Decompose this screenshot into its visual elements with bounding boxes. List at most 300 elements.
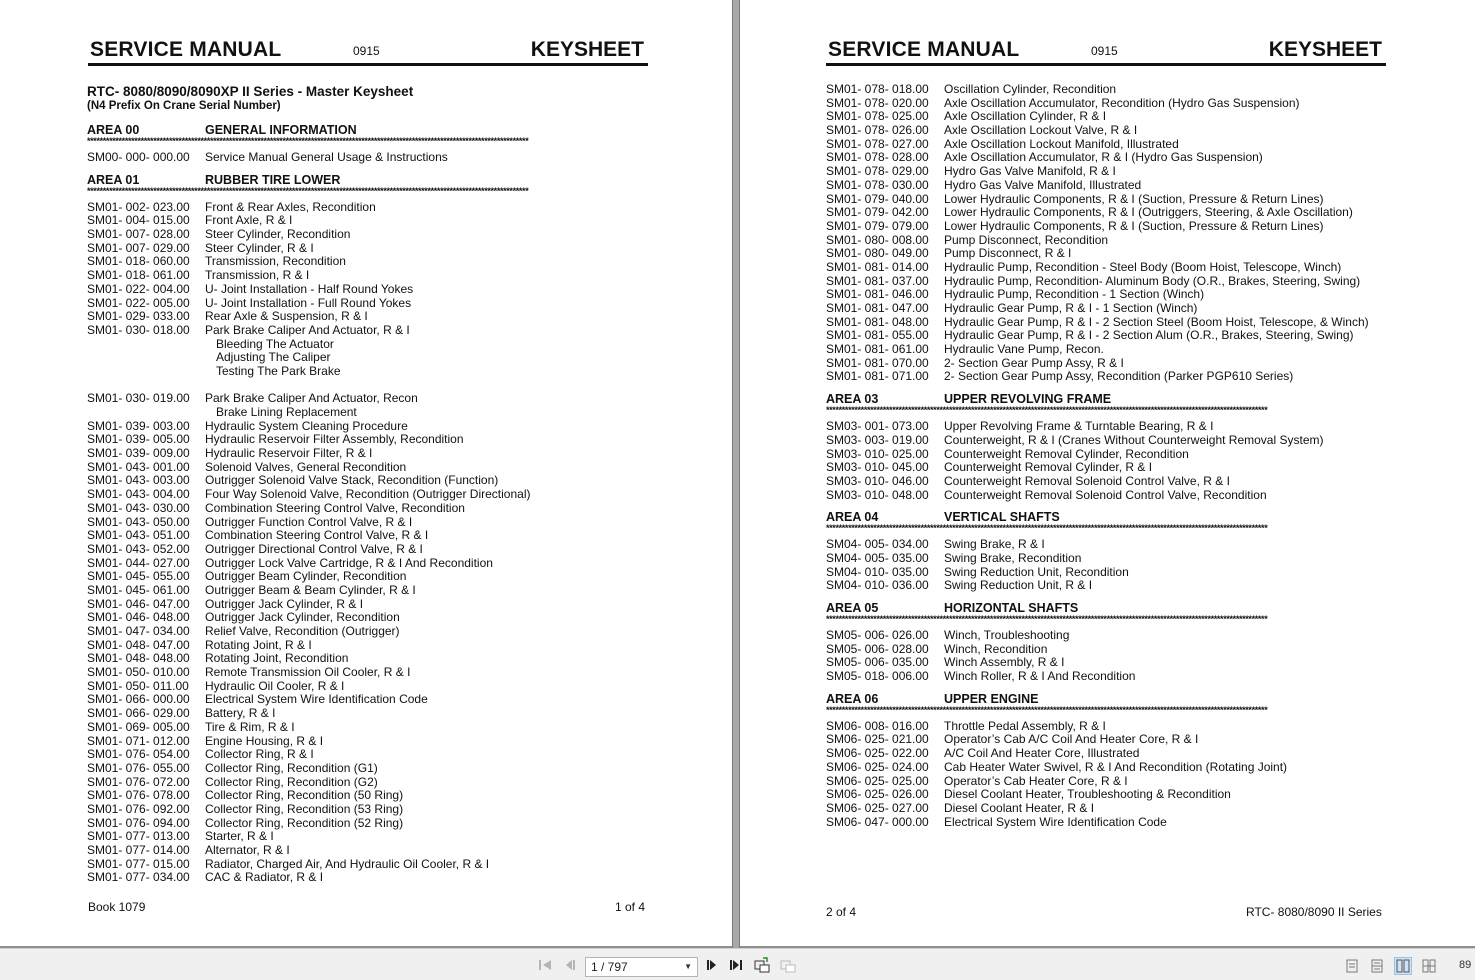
entry-description: Rear Axle & Suspension, R & I xyxy=(205,309,368,324)
entry-description: Electrical System Wire Identification Code xyxy=(944,814,1167,829)
entry-description: Hydraulic Gear Pump, R & I - 2 Section Alum (O.R., Brakes, Steering, Swing) xyxy=(944,328,1354,343)
entry-code: SM01- 066- 000.00 xyxy=(87,692,190,707)
entry-description: Outrigger Directional Control Valve, R & I xyxy=(205,541,423,556)
entry-description: Pump Disconnect, R & I xyxy=(944,246,1072,261)
entry-description: Lower Hydraulic Components, R & I (Outriggers, Steering, & Axle Oscillation) xyxy=(944,205,1353,220)
keysheet-entry xyxy=(826,775,1386,789)
entry-code: SM01- 076- 092.00 xyxy=(87,801,190,816)
entry-description: Swing Reduction Unit, Recondition xyxy=(944,564,1129,579)
area-title: UPPER REVOLVING FRAME xyxy=(944,392,1112,407)
previous-view-button[interactable] xyxy=(754,957,770,973)
entry-code: SM01- 043- 030.00 xyxy=(87,500,190,515)
keysheet-entry xyxy=(826,220,1386,234)
star-divider: ******************************************************************************************************************************************** xyxy=(826,615,1268,624)
entry-description: Front & Rear Axles, Recondition xyxy=(205,199,376,214)
entry-code: SM06- 008- 016.00 xyxy=(826,718,929,733)
keysheet-entry xyxy=(826,788,1386,802)
first-page-button[interactable] xyxy=(537,957,553,973)
keysheet-entry xyxy=(87,502,647,516)
entry-code: SM01- 007- 029.00 xyxy=(87,240,190,255)
area-label: AREA 04 xyxy=(826,510,879,525)
entry-description: Hydraulic Oil Cooler, R & I xyxy=(205,678,345,693)
entry-description: Adjusting The Caliper xyxy=(216,350,331,365)
entry-code: SM06- 025- 021.00 xyxy=(826,732,929,747)
entry-code: SM01- 079- 079.00 xyxy=(826,218,929,233)
keysheet-entry xyxy=(826,329,1386,343)
entry-description: Counterweight Removal Solenoid Control Valve, R & I xyxy=(944,473,1230,488)
chevron-down-icon[interactable]: ▼ xyxy=(684,962,692,971)
entry-description: Operator’s Cab A/C Coil And Heater Core, R & I xyxy=(944,732,1199,747)
keysheet-entry xyxy=(87,639,647,653)
entry-code: SM01- 044- 027.00 xyxy=(87,555,190,570)
entry-code: SM01- 043- 003.00 xyxy=(87,473,190,488)
entry-description: Diesel Coolant Heater, Troubleshooting & Recondition xyxy=(944,787,1231,802)
entry-description: Brake Lining Replacement xyxy=(216,405,357,419)
entry-description: Axle Oscillation Cylinder, R & I xyxy=(944,109,1107,124)
area-entries xyxy=(87,151,647,165)
entry-code: SM04- 005- 034.00 xyxy=(826,537,929,552)
entry-code: SM01- 043- 004.00 xyxy=(87,487,190,502)
entry-code: SM01- 002- 023.00 xyxy=(87,199,190,214)
page-left xyxy=(0,0,732,946)
keysheet-entry xyxy=(87,255,647,269)
keysheet-entry xyxy=(87,789,647,803)
entry-description: Swing Brake, R & I xyxy=(944,537,1045,552)
entry-description: Collector Ring, Recondition (53 Ring) xyxy=(205,801,404,816)
entry-description: Hydro Gas Valve Manifold, R & I xyxy=(944,164,1116,179)
header-code: 0915 xyxy=(1091,44,1118,58)
entry-code: SM01- 018- 060.00 xyxy=(87,254,190,269)
entry-description: Steer Cylinder, R & I xyxy=(205,240,314,255)
entry-description: Outrigger Lock Valve Cartridge, R & I And Recondition xyxy=(205,555,493,570)
star-divider: ******************************************************************************************************************************************** xyxy=(826,406,1268,416)
entry-description: Rotating Joint, R & I xyxy=(205,637,312,652)
entry-code: SM01- 048- 047.00 xyxy=(87,637,190,652)
document-subtitle: (N4 Prefix On Crane Serial Number) xyxy=(87,100,281,112)
keysheet-entry xyxy=(826,656,1386,670)
keysheet-entry xyxy=(87,776,647,790)
entry-description: Counterweight Removal Cylinder, Recondition xyxy=(944,446,1189,461)
entry-description: Combination Steering Control Valve, R & I xyxy=(205,528,429,543)
area-label: AREA 01 xyxy=(87,172,140,187)
keysheet-entry xyxy=(826,343,1386,357)
entry-code: SM04- 010- 036.00 xyxy=(826,578,929,593)
entry-code: SM01- 077- 034.00 xyxy=(87,870,190,885)
keysheet-entry xyxy=(87,228,647,242)
entry-description: Park Brake Caliper And Actuator, Recon xyxy=(205,391,418,406)
zoom-level[interactable]: 89 xyxy=(1459,959,1472,971)
entry-code: SM01- 004- 015.00 xyxy=(87,213,190,228)
document-title: RTC- 8080/8090/8090XP II Series - Master Keysheet xyxy=(87,84,414,99)
entry-code: SM03- 003- 019.00 xyxy=(826,432,929,447)
keysheet-entry xyxy=(87,721,647,735)
entry-code: SM01- 081- 048.00 xyxy=(826,314,929,329)
keysheet-entry xyxy=(87,474,647,488)
keysheet-entry xyxy=(87,762,647,776)
entry-code: SM01- 079- 042.00 xyxy=(826,205,929,220)
entry-code: SM05- 006- 026.00 xyxy=(826,628,929,642)
entry-description: Lower Hydraulic Components, R & I (Suction, Pressure & Return Lines) xyxy=(944,191,1324,206)
keysheet-entry xyxy=(87,447,647,461)
keysheet-entry xyxy=(826,720,1386,734)
entry-description: Starter, R & I xyxy=(205,829,274,844)
entry-description: Axle Oscillation Lockout Manifold, Illustrated xyxy=(944,136,1179,151)
entry-description: Alternator, R & I xyxy=(205,843,290,857)
keysheet-entry xyxy=(87,570,647,584)
keysheet-entry xyxy=(826,434,1386,448)
entry-code: SM01- 071- 012.00 xyxy=(87,733,190,748)
entry-description: Swing Reduction Unit, R & I xyxy=(944,578,1093,593)
entry-description: U- Joint Installation - Half Round Yokes xyxy=(205,281,414,296)
continuous-view-icon xyxy=(1371,959,1383,973)
keysheet-entry xyxy=(826,83,1386,97)
entry-code: SM01- 081- 047.00 xyxy=(826,301,929,315)
entry-code: SM06- 025- 024.00 xyxy=(826,759,929,774)
next-page-button[interactable] xyxy=(704,957,720,973)
entry-code: SM01- 066- 029.00 xyxy=(87,706,190,721)
keysheet-entry xyxy=(826,234,1386,248)
keysheet-entry xyxy=(87,351,647,365)
keysheet-entry xyxy=(87,803,647,817)
keysheet-entry xyxy=(826,288,1386,302)
keysheet-entry xyxy=(87,666,647,680)
entry-description: Remote Transmission Oil Cooler, R & I xyxy=(205,665,411,680)
next-page-icon xyxy=(706,959,718,971)
entry-description: Collector Ring, Recondition (G1) xyxy=(205,760,378,775)
entry-code: SM05- 006- 028.00 xyxy=(826,641,929,656)
entry-description: Hydraulic Pump, Recondition- Aluminum Body (O.R., Brakes, Steering, Swing) xyxy=(944,273,1361,288)
entry-description: Steer Cylinder, Recondition xyxy=(205,227,351,242)
facing-view-button[interactable] xyxy=(1394,957,1412,975)
page-header xyxy=(88,38,648,66)
entry-description: Hydraulic Pump, Recondition - Steel Body (Boom Hoist, Telescope, Winch) xyxy=(944,259,1342,274)
entry-description: Diesel Coolant Heater, R & I xyxy=(944,800,1095,815)
entry-description: 2- Section Gear Pump Assy, Recondition (Parker PGP610 Series) xyxy=(944,369,1294,384)
keysheet-entry xyxy=(87,516,647,530)
entry-code: SM01- 081- 014.00 xyxy=(826,259,929,274)
entry-code: SM03- 001- 073.00 xyxy=(826,419,929,434)
entry-code: SM01- 078- 027.00 xyxy=(826,136,929,151)
previous-view-icon xyxy=(754,957,770,973)
entry-code: SM01- 045- 061.00 xyxy=(87,582,190,597)
area-title: HORIZONTAL SHAFTS xyxy=(944,601,1079,615)
keysheet-entry xyxy=(87,858,647,872)
keysheet-entry xyxy=(87,310,647,324)
page-gutter xyxy=(732,0,740,948)
entry-description: Winch Roller, R & I And Recondition xyxy=(944,669,1136,684)
area-heading xyxy=(826,510,1386,524)
single-page-view-button[interactable] xyxy=(1343,957,1361,975)
keysheet-entry xyxy=(87,652,647,666)
single-page-view-icon xyxy=(1346,959,1358,973)
previous-page-button[interactable] xyxy=(562,957,578,973)
entry-code: SM01- 069- 005.00 xyxy=(87,719,190,734)
keysheet-entry xyxy=(826,747,1386,761)
keysheet-entry xyxy=(826,643,1386,657)
entry-description: Operator’s Cab Heater Core, R & I xyxy=(944,773,1128,788)
keysheet-entry xyxy=(87,338,647,352)
entry-description: Hydraulic Reservoir Filter Assembly, Recondition xyxy=(205,432,464,447)
keysheet-entry xyxy=(87,283,647,297)
keysheet-entry xyxy=(826,552,1386,566)
entry-code: SM01- 030- 018.00 xyxy=(87,322,190,337)
keysheet-entry xyxy=(87,707,647,721)
entry-description: Winch, Troubleshooting xyxy=(944,628,1070,642)
entry-code: SM01- 081- 046.00 xyxy=(826,287,929,302)
entry-code: SM01- 039- 009.00 xyxy=(87,446,190,461)
keysheet-entry xyxy=(87,680,647,694)
keysheet-entry xyxy=(826,357,1386,371)
keysheet-entry xyxy=(826,275,1386,289)
entry-code: SM01- 081- 070.00 xyxy=(826,355,929,370)
entry-code: SM01- 022- 004.00 xyxy=(87,281,190,296)
entry-description: Collector Ring, Recondition (G2) xyxy=(205,774,378,789)
entry-code: SM01- 078- 018.00 xyxy=(826,82,929,96)
entry-description: Cab Heater Water Swivel, R & I And Recondition (Rotating Joint) xyxy=(944,759,1288,774)
entry-code: SM01- 048- 048.00 xyxy=(87,651,190,666)
keysheet-entry xyxy=(87,392,647,406)
header-keysheet: KEYSHEET xyxy=(530,38,644,61)
entry-code: SM05- 018- 006.00 xyxy=(826,669,929,684)
header-service-manual: SERVICE MANUAL xyxy=(828,38,1020,61)
entry-code: SM01- 029- 033.00 xyxy=(87,309,190,324)
star-divider: ******************************************************************************************************************************************** xyxy=(826,705,1268,715)
page-right xyxy=(740,0,1475,946)
entry-description: Winch Assembly, R & I xyxy=(944,655,1065,670)
facing-view-icon xyxy=(1396,959,1410,973)
entry-code: SM01- 045- 055.00 xyxy=(87,569,190,584)
keysheet-entry xyxy=(87,214,647,228)
area-title: RUBBER TIRE LOWER xyxy=(205,172,341,187)
keysheet-entry xyxy=(826,733,1386,747)
entry-description: Four Way Solenoid Valve, Recondition (Outrigger Directional) xyxy=(205,487,531,502)
footer-series: RTC- 8080/8090 II Series xyxy=(1246,905,1382,919)
entry-description: Counterweight, R & I (Cranes Without Counterweight Removal System) xyxy=(944,432,1324,447)
entry-description: Oscillation Cylinder, Recondition xyxy=(944,82,1117,96)
keysheet-entry xyxy=(87,871,647,885)
entry-description: A/C Coil And Heater Core, Illustrated xyxy=(944,746,1140,761)
keysheet-entry xyxy=(87,269,647,283)
entry-code: SM06- 047- 000.00 xyxy=(826,814,929,829)
keysheet-entry xyxy=(826,151,1386,165)
entry-code: SM01- 076- 094.00 xyxy=(87,815,190,830)
entry-description: 2- Section Gear Pump Assy, R & I xyxy=(944,355,1124,370)
entry-description: Hydro Gas Valve Manifold, Illustrated xyxy=(944,177,1142,192)
keysheet-entry xyxy=(87,151,647,165)
entry-description: Counterweight Removal Cylinder, R & I xyxy=(944,460,1153,475)
entry-description: Upper Revolving Frame & Turntable Bearing, R & I xyxy=(944,419,1214,434)
keysheet-entry xyxy=(87,844,647,858)
header-code: 0915 xyxy=(353,44,380,58)
entry-description: Pump Disconnect, Recondition xyxy=(944,232,1109,247)
last-page-icon xyxy=(729,959,743,971)
area-heading xyxy=(826,601,1386,615)
entry-description: Swing Brake, Recondition xyxy=(944,550,1082,565)
keysheet-entry xyxy=(826,448,1386,462)
viewer-toolbar xyxy=(0,948,1475,980)
keysheet-entry xyxy=(826,165,1386,179)
keysheet-entry xyxy=(87,242,647,256)
entry-code: SM01- 076- 054.00 xyxy=(87,747,190,762)
keysheet-entry xyxy=(826,261,1386,275)
entry-code: SM01- 043- 051.00 xyxy=(87,528,190,543)
keysheet-entry xyxy=(87,420,647,434)
entry-code: SM01- 043- 052.00 xyxy=(87,541,190,556)
entry-description: CAC & Radiator, R & I xyxy=(205,870,324,885)
header-service-manual: SERVICE MANUAL xyxy=(90,38,282,61)
area-entries xyxy=(826,720,1386,830)
keysheet-entry xyxy=(826,566,1386,580)
keysheet-entry xyxy=(826,97,1386,111)
entry-description: Hydraulic Reservoir Filter, R & I xyxy=(205,446,373,461)
entry-code: SM03- 010- 045.00 xyxy=(826,460,929,475)
keysheet-entry xyxy=(87,611,647,625)
entry-code: SM03- 010- 025.00 xyxy=(826,446,929,461)
entry-description: Front Axle, R & I xyxy=(205,213,293,228)
keysheet-entry xyxy=(87,433,647,447)
entry-description: Electrical System Wire Identification Code xyxy=(205,692,428,707)
entry-description: Outrigger Jack Cylinder, Recondition xyxy=(205,610,400,625)
star-divider: ******************************************************************************************************************************************** xyxy=(826,524,1268,534)
entry-code: SM01- 078- 030.00 xyxy=(826,177,929,192)
entry-description: Outrigger Jack Cylinder, R & I xyxy=(205,596,364,611)
keysheet-entry xyxy=(87,461,647,475)
keysheet-entry xyxy=(826,179,1386,193)
entry-description: Outrigger Beam & Beam Cylinder, R & I xyxy=(205,582,416,597)
area-entries xyxy=(826,420,1386,502)
entry-code: SM03- 010- 046.00 xyxy=(826,473,929,488)
area-title: VERTICAL SHAFTS xyxy=(944,510,1060,525)
entry-description: Axle Oscillation Accumulator, Recondition (Hydro Gas Suspension) xyxy=(944,95,1300,110)
entry-code: SM01- 018- 061.00 xyxy=(87,268,190,283)
entry-code: SM01- 007- 028.00 xyxy=(87,227,190,242)
entry-code: SM01- 078- 028.00 xyxy=(826,150,929,165)
next-view-icon xyxy=(780,957,796,973)
entry-description: Hydraulic Vane Pump, Recon. xyxy=(944,342,1104,357)
keysheet-entry xyxy=(87,625,647,639)
keysheet-entry xyxy=(826,124,1386,138)
keysheet-entry xyxy=(826,579,1386,593)
entry-code: SM01- 076- 072.00 xyxy=(87,774,190,789)
entry-description: Winch, Recondition xyxy=(944,641,1048,656)
keysheet-entry xyxy=(826,538,1386,552)
keysheet-entry xyxy=(87,584,647,598)
entry-code: SM01- 030- 019.00 xyxy=(87,391,190,406)
entry-description: U- Joint Installation - Full Round Yokes xyxy=(205,295,412,310)
area-label: AREA 03 xyxy=(826,392,879,407)
previous-page-icon xyxy=(564,959,576,971)
entry-code: SM01- 050- 010.00 xyxy=(87,665,190,680)
entry-description: Axle Oscillation Accumulator, R & I (Hydro Gas Suspension) xyxy=(944,150,1263,165)
footer-book: Book 1079 xyxy=(88,900,146,914)
keysheet-entry xyxy=(826,761,1386,775)
continuous-facing-view-button[interactable] xyxy=(1420,957,1438,975)
entry-description: Hydraulic Gear Pump, R & I - 2 Section Steel (Boom Hoist, Telescope, & Winch) xyxy=(944,314,1369,329)
first-page-icon xyxy=(538,959,552,971)
entry-description: Outrigger Solenoid Valve Stack, Recondition (Function) xyxy=(205,473,499,488)
keysheet-entry xyxy=(87,748,647,762)
entry-description: Axle Oscillation Lockout Valve, R & I xyxy=(944,123,1138,138)
keysheet-entry xyxy=(826,302,1386,316)
area-heading xyxy=(826,692,1386,706)
header-keysheet: KEYSHEET xyxy=(1268,38,1382,61)
entry-code: SM01- 079- 040.00 xyxy=(826,191,929,206)
entry-description: Transmission, Recondition xyxy=(205,254,346,269)
page-header xyxy=(826,38,1386,66)
entry-code: SM01- 022- 005.00 xyxy=(87,295,190,310)
footer-page-number: 1 of 4 xyxy=(615,900,646,914)
star-divider: ******************************************************************************************************************************************** xyxy=(87,137,529,146)
keysheet-entry xyxy=(826,816,1386,830)
entry-code: SM01- 078- 026.00 xyxy=(826,123,929,138)
keysheet-entry xyxy=(87,543,647,557)
keysheet-entry xyxy=(87,379,647,393)
entry-description: Transmission, R & I xyxy=(205,268,310,283)
entry-code: SM01- 081- 061.00 xyxy=(826,342,929,357)
entry-code: SM01- 043- 001.00 xyxy=(87,459,190,474)
keysheet-entry xyxy=(826,193,1386,207)
keysheet-entry xyxy=(87,297,647,311)
entry-description: Collector Ring, Recondition (50 Ring) xyxy=(205,788,404,803)
area-entries xyxy=(826,629,1386,684)
area-heading xyxy=(826,392,1386,406)
entry-description: Combination Steering Control Valve, Recondition xyxy=(205,500,465,515)
entry-code: SM01- 077- 014.00 xyxy=(87,843,190,857)
entry-description: Radiator, Charged Air, And Hydraulic Oil Cooler, R & I xyxy=(205,856,490,871)
keysheet-entry xyxy=(87,406,647,420)
entry-code: SM01- 078- 029.00 xyxy=(826,164,929,179)
area-label: AREA 06 xyxy=(826,691,879,706)
page-number-value: 1 / 797 xyxy=(591,960,628,974)
entry-code: SM01- 078- 020.00 xyxy=(826,95,929,110)
page-number-field[interactable] xyxy=(585,957,698,977)
keysheet-entry xyxy=(826,489,1386,503)
footer-page-number: 2 of 4 xyxy=(826,905,857,919)
keysheet-entry xyxy=(826,110,1386,124)
entry-code: SM01- 077- 013.00 xyxy=(87,829,190,844)
keysheet-entry xyxy=(826,461,1386,475)
entry-description: Service Manual General Usage & Instructions xyxy=(205,150,448,164)
keysheet-entry xyxy=(826,316,1386,330)
last-page-button[interactable] xyxy=(728,957,744,973)
entry-code: SM05- 006- 035.00 xyxy=(826,655,929,670)
continuous-facing-view-icon xyxy=(1422,959,1436,973)
entry-code: SM01- 078- 025.00 xyxy=(826,109,929,124)
keysheet-entry xyxy=(826,138,1386,152)
keysheet-entry xyxy=(87,817,647,831)
area-heading xyxy=(87,173,647,187)
entry-code: SM01- 043- 050.00 xyxy=(87,514,190,529)
area-title: UPPER ENGINE xyxy=(944,691,1039,706)
entry-description: Park Brake Caliper And Actuator, R & I xyxy=(205,322,410,337)
right-page-content xyxy=(826,83,1386,837)
entry-description: Engine Housing, R & I xyxy=(205,733,324,748)
entry-description: Hydraulic System Cleaning Procedure xyxy=(205,418,408,433)
entry-code: SM01- 050- 011.00 xyxy=(87,678,189,693)
keysheet-entry xyxy=(826,420,1386,434)
entry-code: SM06- 025- 025.00 xyxy=(826,773,929,788)
entry-code: SM01- 046- 048.00 xyxy=(87,610,190,625)
next-view-button[interactable] xyxy=(780,957,796,973)
continuous-view-button[interactable] xyxy=(1368,957,1386,975)
entry-code: SM03- 010- 048.00 xyxy=(826,487,929,502)
entry-code: SM01- 076- 078.00 xyxy=(87,788,190,803)
entry-description: Relief Valve, Recondition (Outrigger) xyxy=(205,624,400,638)
entry-code: SM01- 081- 037.00 xyxy=(826,273,929,288)
keysheet-entry xyxy=(87,830,647,844)
entry-code: SM00- 000- 000.00 xyxy=(87,150,190,164)
entry-description: Battery, R & I xyxy=(205,706,276,721)
